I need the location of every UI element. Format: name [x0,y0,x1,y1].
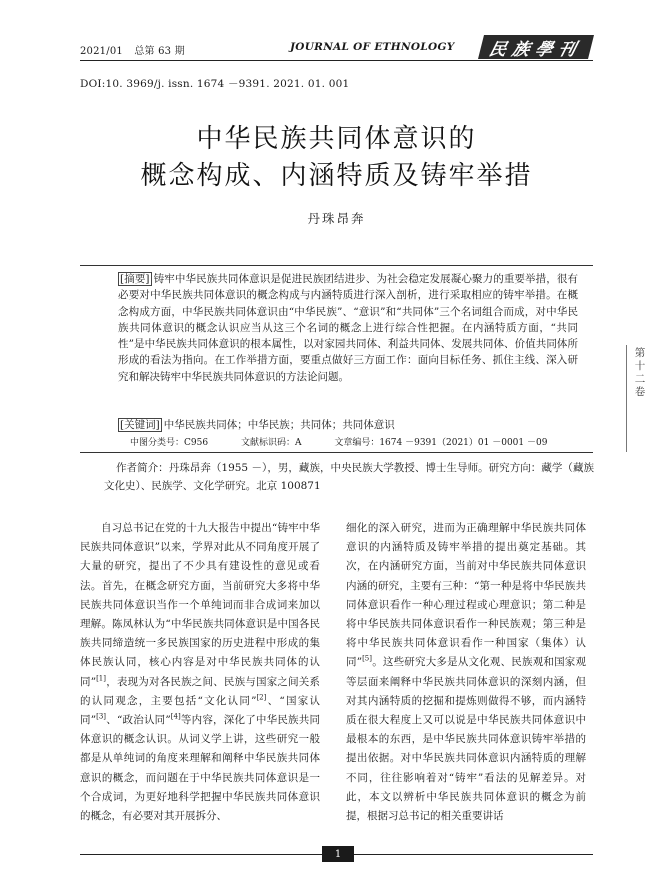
classification-meta [130,435,577,448]
journal-masthead-logo: 民族學刊 [478,35,594,59]
abstract-top-rule [80,265,593,266]
body-text: 。这些研究大多是从文化观、民族观和国家观等层面来阐释中华民族共同体意识的深刻内涵，但对其内涵特质的挖掘和提炼则做得不够，而内涵特质在很大程度上又可以说是中华民族共同体意识中最根本的东西，是中华民族共同体意识铸牢举措的提出依据。对中华民族共同体意识内涵特质的理解不同，往往影响着对“铸牢”看法的见解差异。对此，本文以辨析中华民族共同体意识的概念为前提，根据习总书记的相关重要讲话 [346,656,587,823]
header-divider [80,60,593,61]
citation-2[interactable]: [2] [256,693,267,702]
abstract [118,271,578,385]
page-number: 1 [322,846,354,862]
issue-date: 2021/01 [80,46,123,57]
issue-total: 总第 63 期 [134,46,185,57]
side-divider [626,345,627,452]
body-text: 等内容，深化了中华民族共同体意识的概念认识。从词义学上讲，这些研究一般都是从单纯词的角度来理解和阐释中华民族共同体意识的概念，而问题在于中华民族共同体意识是一个合成词，为更好地科学把握中华民族共同体意识的概念，有必要对其开展拆分、 [80,714,320,823]
body-text: ，表现为对各民族之间、民族与国家之间关系的认同观念，主要包括“文化认同” [80,675,321,707]
citation-1[interactable]: [1] [96,674,106,683]
body-text: 细化的深入研究，进而为正确理解中华民族共同体意识的内涵特质及铸牢举措的提出奠定基础。其次，在内涵研究方面，当前对中华民族共同体意识内涵的研究，主要有三种：“第一种是将中华民族共同体意识看作一种心理过程或心理意识；第二种是将中华民族共同体意识看作一种民族观；第三种是将中华民族共同体意识看作一种国家（集体）认同” [346,522,586,669]
article-number: 文章编号：1674 －9391（2021）01 －0001 －09 [334,438,548,448]
body-column-left [80,519,320,826]
journal-name: JOURNAL OF ETHNOLOGY [290,41,455,53]
abstract-label: [摘要] [120,273,150,285]
keywords [118,417,578,432]
citation-5[interactable]: [5] [362,654,372,663]
body-text: 、“政治认同” [106,714,171,727]
body-text: 、“国家认同” [80,694,320,727]
volume-side-label: 第十二卷 [634,347,646,398]
article-title-line1: 中华民族共同体意识的 [196,124,477,154]
keywords-text: 中华民族共同体；中华民族；共同体；共同体意识 [163,419,395,431]
header-issue [80,42,193,57]
author-name: 丹珠昂奔 [307,211,366,226]
abstract-bottom-rule [80,452,593,453]
abstract-text: 铸牢中华民族共同体意识是促进民族团结进步、为社会稳定发展凝心聚力的重要举措，很有必要对中华民族共同体意识的概念构成与内涵特质进行深入剖析，进行采取相应的铸牢举措。在概念构成方面，中华民族共同体意识由“中华民族”、“意识”和“共同体”三个名词组合而成，对中华民族共同体意识的概念认识应当从这三个名词的概念上进行综合性把握。在内涵特质方面，“共同性”是中华民族共同体意识的根本属性，以对家园共同体、利益共同体、发展共同体、价值共同体所形成的看法为指向。在工作举措方面，要重点做好三方面工作：面向目标任务、抓住主线、深入研究和解决铸牢中华民族共同体意识的方法论问题。 [118,273,578,383]
keywords-label: [关键词] [120,419,160,431]
body-text: 自习总书记在党的十九大报告中提出“铸牢中华民族共同体意识”以来，学界对此从不同角度开展了大量的研究，提出了不少具有建设性的意见或看法。首先，在概念研究方面，当前研究大多将中华民族共同体意识当作一个单纯词而非合成词来加以理解。陈凤林认为“中华民族共同体意识是中国各民族共同缔造统一多民族国家的历史进程中形成的集体民族认同，核心内容是对中华民族共同体的认同” [80,522,320,688]
citation-4[interactable]: [4] [170,712,181,721]
citation-3[interactable]: [3] [96,712,107,721]
doi: DOI:10. 3969/j. issn. 1674 －9391. 2021. 01. 001 [80,78,350,90]
body-column-right [346,519,586,826]
clc-number: 中图分类号：C956 [130,438,209,448]
doc-code: 文献标识码：A [240,438,302,448]
author-info: 作者简介：丹珠昂奔（1955 －），男，藏族，中央民族大学教授、博士生导师。研究方向：藏学（藏族文化史）、民族学、文化学研究。北京 100871 [104,462,594,492]
article-title-line2: 概念构成、内涵特质及铸牢举措 [140,161,533,191]
